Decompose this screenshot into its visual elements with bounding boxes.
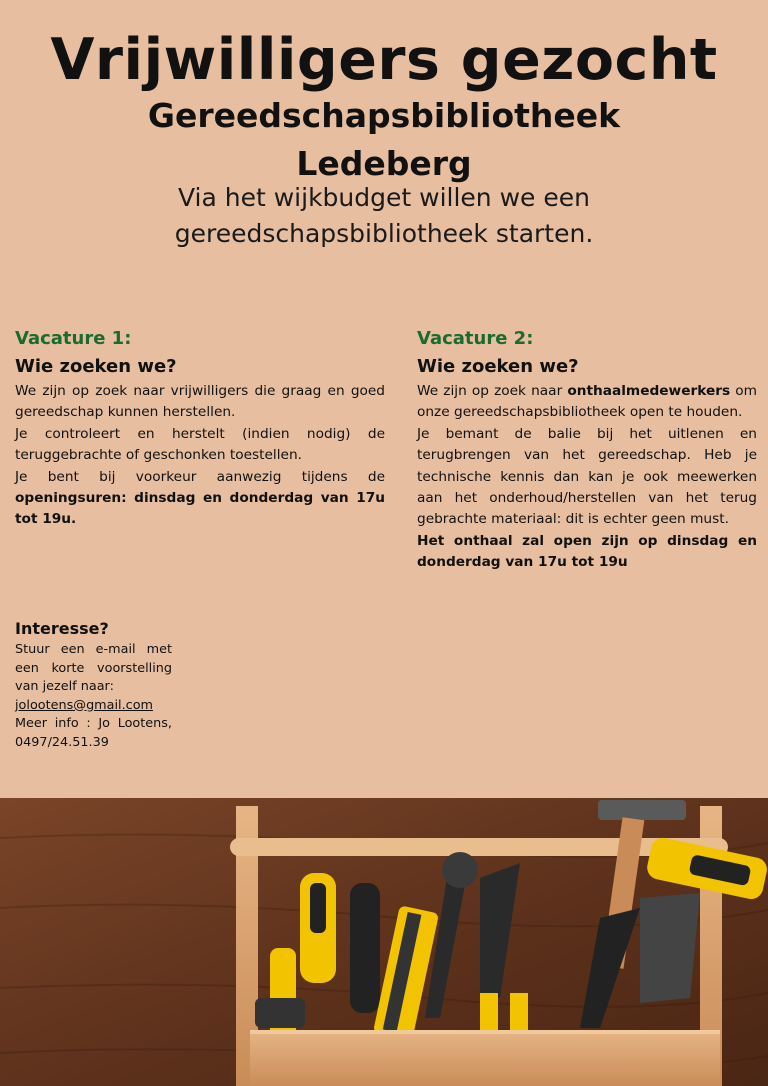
vacancy-1-subtitle: Wie zoeken we? bbox=[15, 356, 177, 377]
page-title: Vrijwilligers gezocht bbox=[50, 27, 718, 93]
vacancy-1 bbox=[15, 328, 385, 531]
vacancy-2-subtitle: Wie zoeken we? bbox=[417, 356, 579, 377]
interest-section bbox=[15, 619, 172, 752]
vacancy-1-paragraph-1: We zijn op zoek naar vrijwilligers die graag en goed gereedschap kunnen herstellen. bbox=[15, 383, 385, 421]
interest-text: Stuur een e-mail met een korte voorstelling van jezelf naar: bbox=[15, 642, 172, 694]
vacancy-2-opening-hours: Het onthaal zal open zijn op dinsdag en donderdag van 17u tot 19u bbox=[417, 532, 757, 571]
vacancy-1-opening-hours: openingsuren: dinsdag en donderdag van 17u tot 19u. bbox=[15, 490, 385, 528]
intro-text: Via het wijkbudget willen we een gereedschapsbibliotheek starten. bbox=[174, 183, 594, 248]
page-subtitle: Gereedschapsbibliotheek Ledeberg bbox=[147, 96, 621, 183]
vacancy-2-p1-text: We zijn op zoek naar bbox=[417, 383, 568, 399]
vacancy-2-title: Vacature 2: bbox=[417, 328, 534, 349]
vacancy-1-paragraph-3 bbox=[15, 467, 385, 531]
more-info-text: Meer info : Jo Lootens, 0497/24.51.39 bbox=[15, 716, 172, 750]
vacancy-2-p1-rest: om onze gereedschapsbibliotheek open te houden. bbox=[417, 383, 757, 421]
vacancy-1-p3-text: Je bent bij voorkeur aanwezig tijdens de bbox=[15, 468, 385, 485]
vacancy-2-role: onthaalmedewerkers bbox=[567, 383, 731, 399]
vacancy-2-paragraph-3 bbox=[417, 531, 757, 574]
vacancy-2-paragraph-2: Je bemant de balie bij het uitlenen en terugbrengen van het gereedschap. Heb je technische kennis dan kan je ook meewerken aan het onderhoud/herstellen van het terug gebrachte materiaal: dit is echter geen must. bbox=[417, 425, 757, 528]
vacancy-1-title: Vacature 1: bbox=[15, 328, 132, 349]
email-link[interactable]: jolootens@gmail.com bbox=[15, 697, 154, 713]
vacancy-2-paragraph-1 bbox=[417, 381, 757, 424]
interest-title: Interesse? bbox=[15, 619, 109, 638]
vacancy-1-paragraph-2: Je controleert en herstelt (indien nodig) de teruggebrachte of geschonken toestellen. bbox=[15, 425, 385, 464]
vacancy-2 bbox=[417, 328, 757, 574]
toolbox-photo bbox=[0, 798, 768, 1086]
